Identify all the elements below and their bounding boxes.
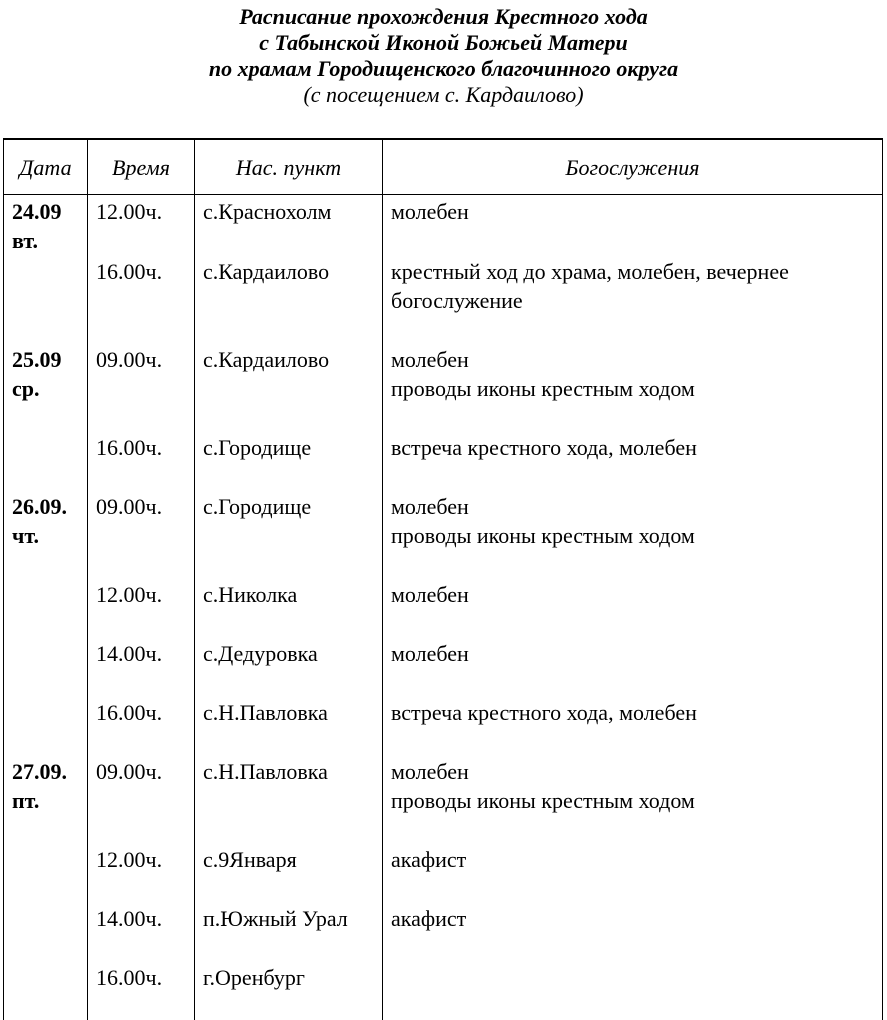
schedule-rows <box>4 195 883 1020</box>
date-cell <box>4 255 88 343</box>
service-line: проводы иконы крестным ходом <box>391 374 874 403</box>
table-row <box>4 961 883 1020</box>
place-cell: с.Дедуровка <box>195 637 383 696</box>
time-cell: 16.00ч. <box>88 696 195 755</box>
title-line-4: (с посещением с. Кардаилово) <box>0 82 887 108</box>
time-cell: 16.00ч. <box>88 431 195 490</box>
table-row <box>4 843 883 902</box>
weekday-value: чт. <box>12 521 79 550</box>
header-place: Нас. пункт <box>195 139 383 195</box>
time-cell: 09.00ч. <box>88 343 195 431</box>
table-row <box>4 902 883 961</box>
service-line: молебен <box>391 345 874 374</box>
date-value: 25.09 <box>12 345 79 374</box>
place-cell: с.Городище <box>195 490 383 578</box>
table-row <box>4 578 883 637</box>
service-line: молебен <box>391 639 874 668</box>
title-line-1: Расписание прохождения Крестного хода <box>0 4 887 30</box>
date-cell <box>4 843 88 902</box>
service-cell <box>383 902 883 961</box>
service-cell <box>383 578 883 637</box>
service-line: встреча крестного хода, молебен <box>391 433 874 462</box>
place-cell: г.Оренбург <box>195 961 383 1020</box>
service-cell <box>383 843 883 902</box>
date-cell <box>4 195 88 256</box>
date-cell <box>4 755 88 843</box>
service-line: крестный ход до храма, молебен, вечернее <box>391 257 874 286</box>
place-cell: п.Южный Урал <box>195 902 383 961</box>
place-cell: с.Кардаилово <box>195 255 383 343</box>
service-cell <box>383 961 883 1020</box>
service-line: молебен <box>391 580 874 609</box>
service-line: акафист <box>391 845 874 874</box>
header-service: Богослужения <box>383 139 883 195</box>
time-cell: 14.00ч. <box>88 637 195 696</box>
service-cell <box>383 343 883 431</box>
place-cell: с.Н.Павловка <box>195 755 383 843</box>
service-cell <box>383 637 883 696</box>
time-cell: 09.00ч. <box>88 490 195 578</box>
time-cell: 12.00ч. <box>88 843 195 902</box>
place-cell: с.9Января <box>195 843 383 902</box>
service-line: акафист <box>391 904 874 933</box>
date-cell <box>4 902 88 961</box>
table-row <box>4 755 883 843</box>
table-row <box>4 255 883 343</box>
date-cell <box>4 431 88 490</box>
date-cell <box>4 490 88 578</box>
table-row <box>4 637 883 696</box>
header-date: Дата <box>4 139 88 195</box>
weekday-value: вт. <box>12 226 79 255</box>
place-cell: с.Городище <box>195 431 383 490</box>
table-row <box>4 195 883 256</box>
schedule-table <box>3 138 883 1020</box>
place-cell: с.Н.Павловка <box>195 696 383 755</box>
date-cell <box>4 578 88 637</box>
place-cell: с.Краснохолм <box>195 195 383 256</box>
table-row <box>4 431 883 490</box>
service-line: встреча крестного хода, молебен <box>391 698 874 727</box>
time-cell: 09.00ч. <box>88 755 195 843</box>
date-cell <box>4 696 88 755</box>
service-cell <box>383 195 883 256</box>
service-line: молебен <box>391 757 874 786</box>
table-row <box>4 343 883 431</box>
time-cell: 16.00ч. <box>88 255 195 343</box>
service-line: молебен <box>391 197 874 226</box>
place-cell: с.Николка <box>195 578 383 637</box>
header-row <box>4 139 883 195</box>
service-cell <box>383 755 883 843</box>
date-value: 27.09. <box>12 757 79 786</box>
place-cell: с.Кардаилово <box>195 343 383 431</box>
document-title <box>0 4 887 108</box>
header-time: Время <box>88 139 195 195</box>
table-row <box>4 696 883 755</box>
title-line-2: с Табынской Иконой Божьей Матери <box>0 30 887 56</box>
service-line: проводы иконы крестным ходом <box>391 521 874 550</box>
table-row <box>4 490 883 578</box>
service-line: богослужение <box>391 286 874 315</box>
service-cell <box>383 490 883 578</box>
service-line: проводы иконы крестным ходом <box>391 786 874 815</box>
weekday-value: ср. <box>12 374 79 403</box>
time-cell: 14.00ч. <box>88 902 195 961</box>
service-cell <box>383 431 883 490</box>
weekday-value: пт. <box>12 786 79 815</box>
date-cell <box>4 961 88 1020</box>
time-cell: 12.00ч. <box>88 195 195 256</box>
service-cell <box>383 255 883 343</box>
date-cell <box>4 637 88 696</box>
date-value: 24.09 <box>12 197 79 226</box>
date-cell <box>4 343 88 431</box>
time-cell: 16.00ч. <box>88 961 195 1020</box>
date-value: 26.09. <box>12 492 79 521</box>
service-line: молебен <box>391 492 874 521</box>
service-cell <box>383 696 883 755</box>
time-cell: 12.00ч. <box>88 578 195 637</box>
title-line-3: по храмам Городищенского благочинного округа <box>0 56 887 82</box>
